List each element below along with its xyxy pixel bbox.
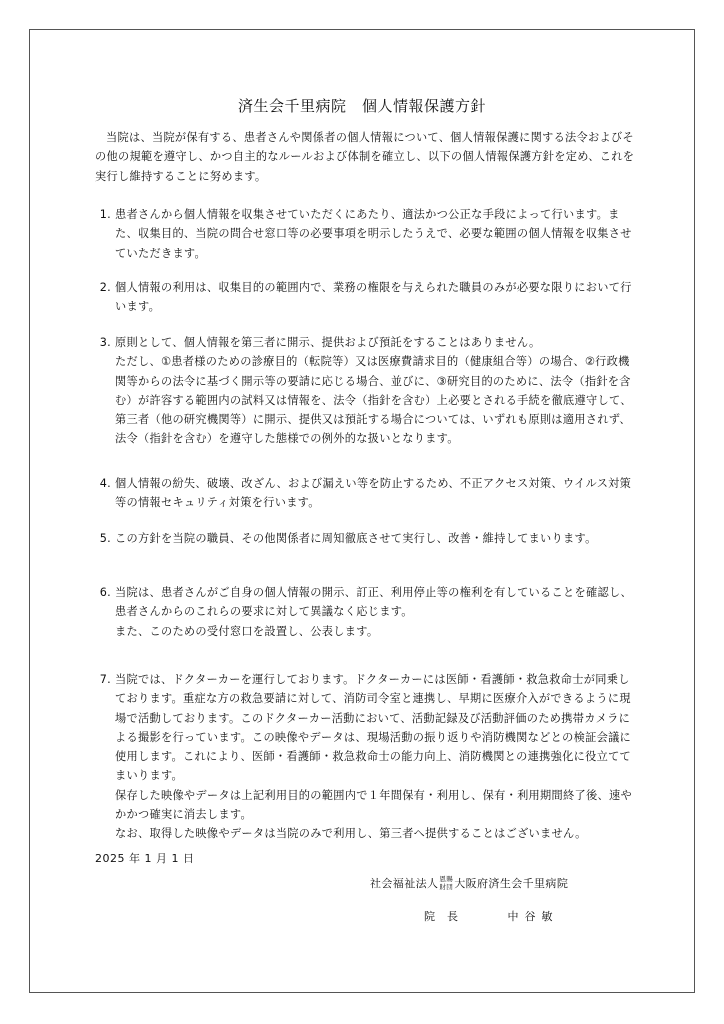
organization-name <box>370 875 568 891</box>
item-text: 原則として、個人情報を第三者に開示、提供および預託をすることはありません。 <box>115 336 541 349</box>
policy-item-1 <box>95 205 640 263</box>
item-number: 4. <box>99 477 111 490</box>
item-text: なお、取得した映像やデータは当院のみで利用し、第三者へ提供することはございません。 <box>115 827 587 841</box>
issue-date: 2025 年 1 月 1 日 <box>95 852 195 865</box>
item-number: 3. <box>99 336 111 349</box>
item-number: 1. <box>99 208 111 221</box>
item-text: 保存した映像やデータは上記利用目的の範囲内で１年間保有・利用し、保有・利用期間終了後、速やかかつ確実に消去します。 <box>115 788 632 822</box>
item-text: 当院は、患者さんがご自身の個人情報の開示、訂正、利用停止等の権利を有していることを確認し、患者さんからのこれらの要求に対して異議なく応じます。 <box>115 586 632 619</box>
org-small-stack <box>439 875 453 891</box>
director-signature <box>424 908 559 924</box>
item-text: また、このための受付窓口を設置し、公表します。 <box>115 624 379 638</box>
item-number: 6. <box>99 586 111 599</box>
policy-item-5 <box>95 529 640 548</box>
policy-item-7 <box>95 670 640 844</box>
org-prefix: 社会福祉法人 <box>370 877 439 890</box>
page-title: 済生会千里病院 個人情報保護方針 <box>237 97 486 115</box>
policy-item-2 <box>95 278 640 317</box>
item-text: 患者さんから個人情報を収集させていただくにあたり、適法かつ公正な手段によって行います。また、収集目的、当院の問合せ窓口等の必要事項を明示したうえで、必要な範囲の個人情報を収集させていただきます。 <box>115 208 632 260</box>
org-suffix: 大阪府済生会千里病院 <box>454 877 569 890</box>
item-text: 当院では、ドクターカーを運行しております。ドクターカーには医師・看護師・救急救命士が同乗しております。重症な方の救急要請に対して、消防司令室と連携し、早期に医療介入ができるように現場で活動しております。このドクターカー活動において、活動記録及び活動評価のため携帯カメラによる撮影を行っています。この映像やデータは、現場活動の振り返りや消防機関などとの検証会議に使用します。これにより、医師・看護師・救急救命士の能力向上、消防機関との連携強化に役立ててまいります。 <box>115 673 632 783</box>
policy-item-6 <box>95 583 640 641</box>
item-text: 個人情報の利用は、収集目的の範囲内で、業務の権限を与えられた職員のみが必要な限りにおいて行います。 <box>115 281 632 314</box>
intro-paragraph: 当院は、当院が保有する、患者さんや関係者の個人情報について、個人情報保護に関する法令およびその他の規範を遵守し、かつ自主的なルールおよび体制を確立し、以下の個人情報保護方針を定め、これを実行し維持することに努めます。 <box>95 131 635 183</box>
director-role: 院長 <box>424 910 470 923</box>
item-text: ただし、①患者様のための診療目的（転院等）又は医療費請求目的（健康組合等）の場合、②行政機関等からの法令に基づく開示等の要請に応じる場合、並びに、③研究目的のために、法令（指針を含む）が許容する範囲内の試料又は情報を、法令（指針を含む）上必要とされる手続を徹底遵守して、第三者（他の研究機関等）に開示、提供又は預託する場合については、いずれも原則は適用されず、法令（指針を含む）を遵守した態様での例外的な扱いとなります。 <box>115 355 632 446</box>
org-small-bottom: 財団 <box>439 883 454 891</box>
item-number: 5. <box>99 532 111 545</box>
policy-item-3 <box>95 333 640 449</box>
item-number: 7. <box>99 673 111 686</box>
item-number: 2. <box>99 281 111 294</box>
org-small-top: 恩賜 <box>439 875 454 883</box>
director-name: 中谷敏 <box>507 910 559 923</box>
item-text: この方針を当院の職員、その他関係者に周知徹底させて実行し、改善・維持してまいります。 <box>115 532 597 545</box>
item-text: 個人情報の紛失、破壊、改ざん、および漏えい等を防止するため、不正アクセス対策、ウイルス対策等の情報セキュリティ対策を行います。 <box>115 477 632 510</box>
policy-item-4 <box>95 474 640 513</box>
